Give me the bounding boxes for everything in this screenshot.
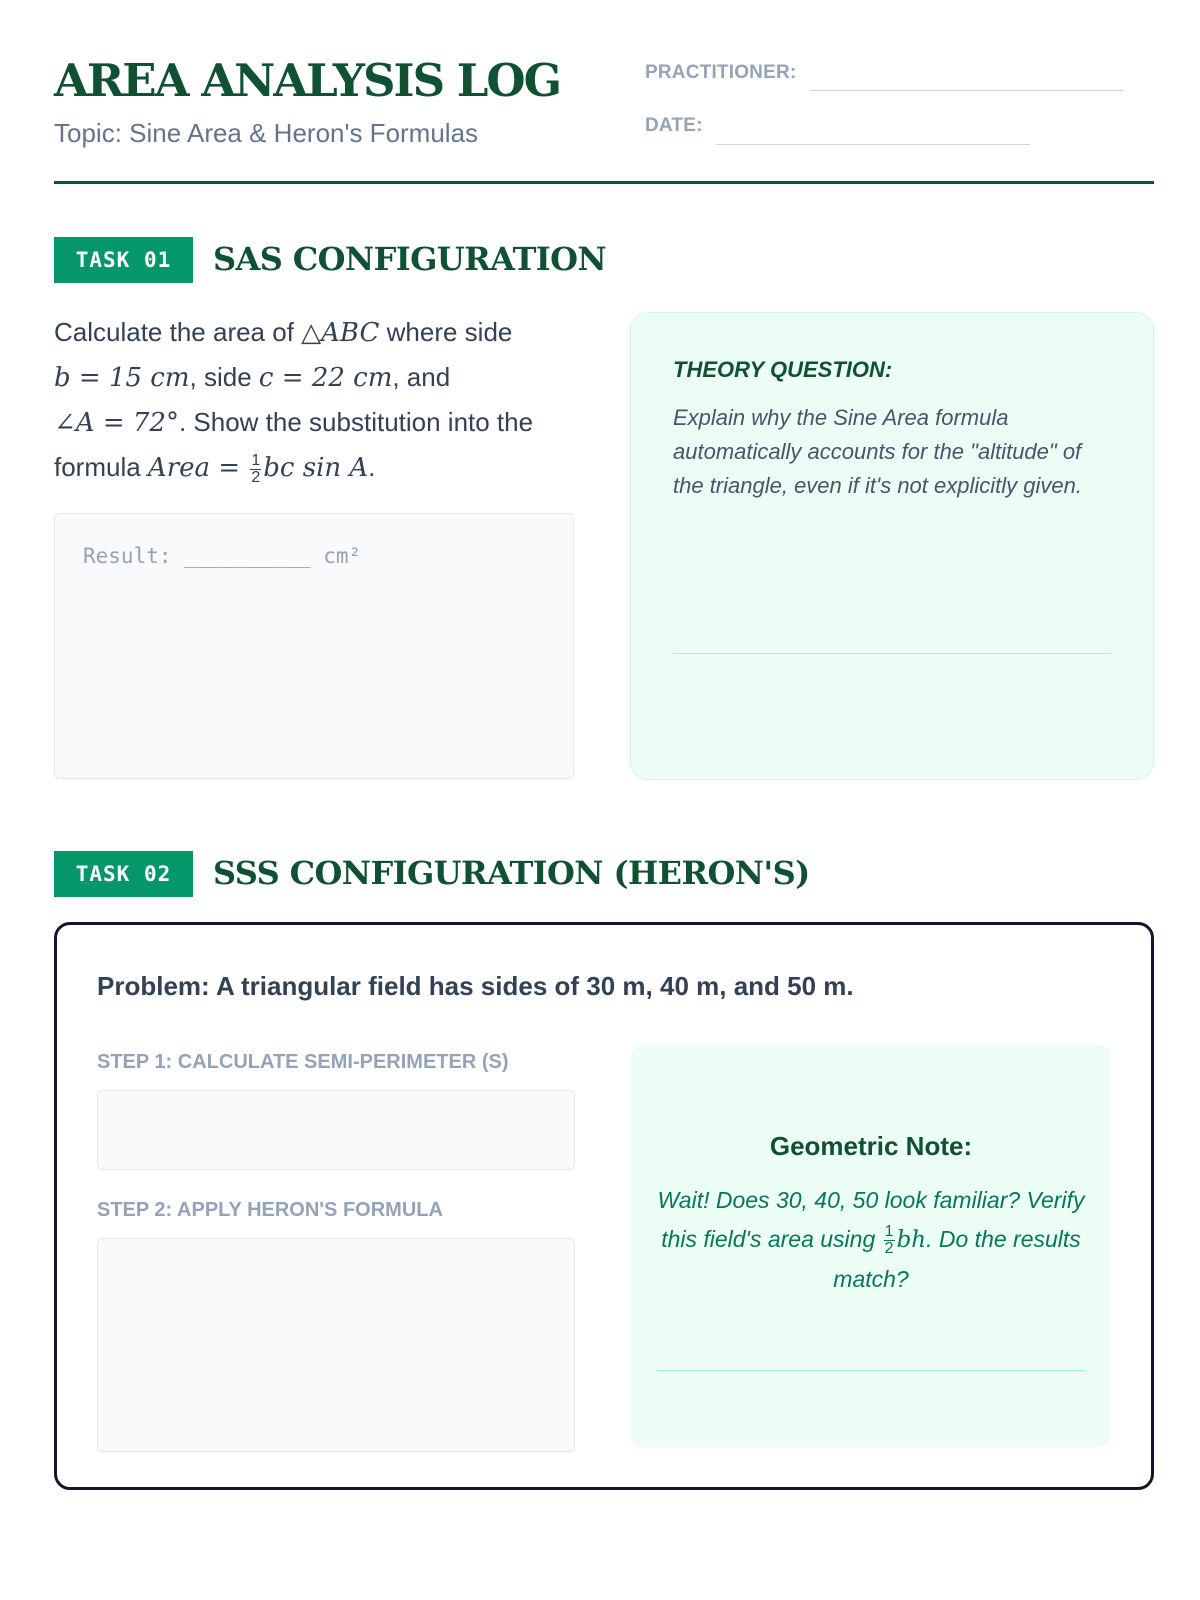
formula-lhs: Area = <box>147 453 249 483</box>
fraction-numerator: 1 <box>251 451 261 469</box>
prompt-text: where side <box>379 317 513 347</box>
formula-rhs: bc sin A <box>263 453 369 483</box>
prompt-text: . Show the substitution into the formula <box>54 407 534 482</box>
task-01-badge: TASK 01 <box>54 237 193 283</box>
result-blank[interactable]: __________ <box>184 544 311 568</box>
step-2-label: STEP 2: APPLY HERON'S FORMULA <box>97 1199 443 1221</box>
practitioner-label: PRACTITIONER: <box>645 62 797 83</box>
geometric-note-card <box>631 1045 1111 1447</box>
task-02-card <box>54 922 1154 1490</box>
result-unit: cm² <box>323 544 362 568</box>
angle-a-value: ∠A = 72° <box>54 408 179 438</box>
page-title: AREA ANALYSIS LOG <box>54 54 561 107</box>
task-02-problem: Problem: A triangular field has sides of 30 m, 40 m, and 50 m. <box>97 971 854 1001</box>
date-field[interactable] <box>716 144 1030 145</box>
practitioner-field[interactable] <box>810 90 1124 91</box>
triangle-abc: △ABC <box>301 318 380 348</box>
note-answer-line[interactable] <box>657 1370 1085 1371</box>
geometric-note-title: Geometric Note: <box>769 1131 973 1161</box>
note-text: Wait! Does 30, 40, 50 look familiar? Verify this field's area using <box>657 1187 1085 1252</box>
theory-answer-line[interactable] <box>673 653 1111 654</box>
theory-question-title: THEORY QUESTION: <box>673 357 893 382</box>
header-divider <box>54 181 1154 184</box>
side-c-value: c = 22 cm <box>258 363 393 393</box>
note-text: . Do the results match? <box>833 1226 1081 1292</box>
step-1-label: STEP 1: CALCULATE SEMI-PERIMETER (S) <box>97 1051 509 1073</box>
fraction-numerator: 1 <box>884 1223 894 1241</box>
prompt-text: Calculate the area of <box>54 317 302 347</box>
task-01-prompt <box>54 310 574 490</box>
theory-question-card <box>630 312 1154 780</box>
step-1-input[interactable] <box>97 1090 575 1170</box>
task-01-title: SAS CONFIGURATION <box>213 240 607 278</box>
one-half-fraction <box>250 453 261 486</box>
task-01-work-area[interactable] <box>54 513 574 779</box>
theory-question-text: Explain why the Sine Area formula automatically accounts for the "altitude" of the triangle, even if it's not explicitly given. <box>673 405 1082 498</box>
task-02-badge: TASK 02 <box>54 851 193 897</box>
date-label: DATE: <box>645 115 703 136</box>
result-label: Result: <box>83 544 172 568</box>
fraction-denominator: 2 <box>884 1240 894 1258</box>
result-line <box>83 544 361 568</box>
prompt-text: , and <box>392 362 451 392</box>
task-02-title: SSS CONFIGURATION (HERON'S) <box>213 854 810 892</box>
page-subtitle: Topic: Sine Area & Heron's Formulas <box>54 118 479 148</box>
fraction-denominator: 2 <box>251 468 261 486</box>
bh-variable: bh <box>896 1227 927 1253</box>
one-half-fraction <box>884 1224 895 1257</box>
prompt-text: . <box>368 452 376 482</box>
step-2-input[interactable] <box>97 1238 575 1452</box>
prompt-text: , side <box>189 362 259 392</box>
side-b-value: b = 15 cm <box>54 363 190 393</box>
geometric-note-text <box>651 1181 1091 1299</box>
